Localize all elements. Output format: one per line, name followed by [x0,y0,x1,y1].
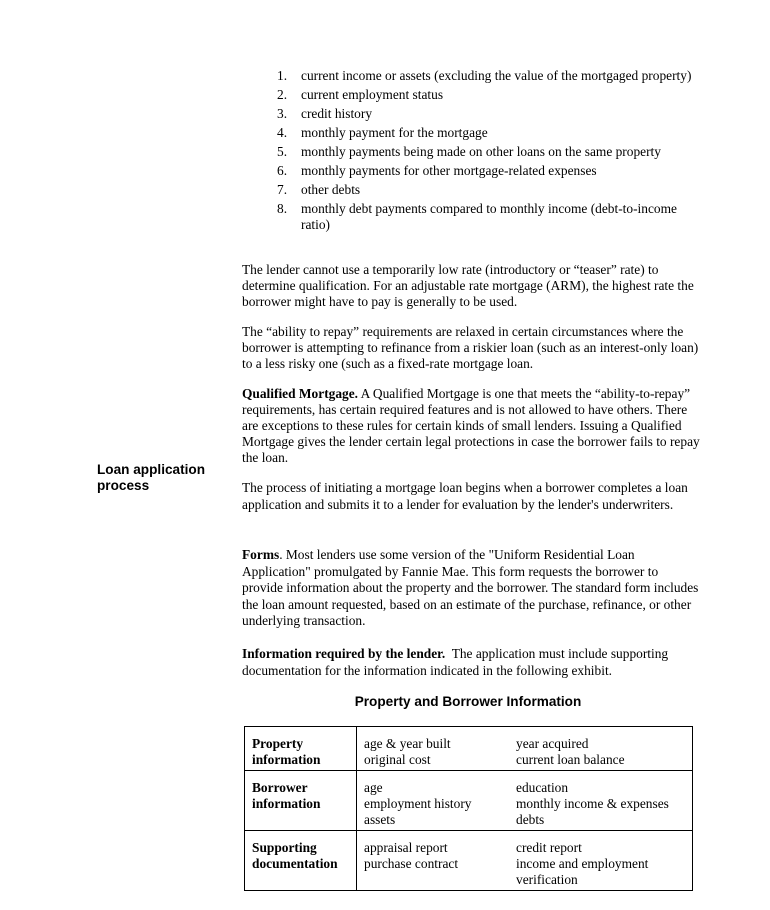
table-cell [357,831,510,891]
cell-line: Borrower [252,780,308,795]
table-row [245,727,693,771]
list-text: credit history [301,106,373,121]
cell-line: appraisal report [364,840,448,855]
list-text: monthly debt payments compared to monthly income (debt-to-income ratio) [301,201,677,232]
heading-line: Loan application [97,462,205,477]
cell-line: year acquired [516,736,589,751]
forms-paragraph [242,547,702,630]
table-cell [357,771,510,831]
list-number: 7. [277,182,288,197]
cell-line: Property [252,736,304,751]
ability-to-repay-criteria-list [277,68,707,236]
list-number: 3. [277,106,288,121]
qualified-mortgage-body: A Qualified Mortgage is one that meets the “ability-to-repay” requirements, has certain required features and is not allowed to have others. There are exceptions to these rules for certain kinds of small lenders. Issuing a Qualified Mortgage gives the lender certain legal protections in case the borrower fails to repay the loan. [242,386,700,465]
row-header-borrower [245,771,357,831]
heading-line: process [97,478,150,493]
list-number: 8. [277,201,288,216]
list-number: 5. [277,144,288,159]
cell-line: income and employment [516,856,649,871]
qualified-mortgage-lead: Qualified Mortgage. [242,386,359,401]
cell-line: age [364,780,383,795]
exhibit-title: Property and Borrower Information [354,694,582,709]
row-header-supporting-documentation [245,831,357,891]
info-required-paragraph [242,645,702,679]
cell-line: age & year built [364,736,451,751]
list-text: monthly payment for the mortgage [301,125,488,140]
cell-line: information [252,796,321,811]
list-number: 4. [277,125,288,140]
forms-lead: Forms [242,547,280,562]
list-item [277,201,707,233]
info-required-body: The application must include supporting documentation for the information indicated in the following exhibit. [242,646,672,678]
cell-line: verification [516,872,578,887]
list-item [277,144,707,160]
list-text: monthly payments for other mortgage-related expenses [301,163,597,178]
qualified-mortgage-paragraph [242,386,702,466]
list-item [277,106,707,122]
list-number: 1. [277,68,288,83]
cell-line: monthly income & expenses [516,796,669,811]
table-cell [357,727,510,771]
list-number: 2. [277,87,288,102]
cell-line: current loan balance [516,752,625,767]
table-cell [509,727,693,771]
cell-line: debts [516,812,545,827]
cell-line: education [516,780,569,795]
list-item [277,68,707,84]
list-text: current employment status [301,87,444,102]
list-text: current income or assets (excluding the value of the mortgaged property) [301,68,692,83]
table-cell [509,831,693,891]
table-row [245,771,693,831]
teaser-rate-paragraph: The lender cannot use a temporarily low rate (introductory or “teaser” rate) to determine qualification. For an adjustable rate mortgage (ARM), the highest rate the borrower might have to pay is generally to be used. [242,262,694,309]
cell-line: assets [364,812,396,827]
list-item [277,125,707,141]
cell-line: employment history [364,796,472,811]
relaxed-requirements-paragraph: The “ability to repay” requirements are relaxed in certain circumstances where the borrower is attempting to refinance from a riskier loan (such as an interest-only loan) to a less risky one (such as a fixed-rate mortgage loan. [242,324,699,371]
row-header-property [245,727,357,771]
list-item [277,163,707,179]
list-item [277,87,707,103]
table-row [245,831,693,891]
table-cell [509,771,693,831]
list-text: monthly payments being made on other loans on the same property [301,144,661,159]
list-text: other debts [301,182,361,197]
cell-line: credit report [516,840,582,855]
cell-line: Supporting [252,840,317,855]
process-paragraph: The process of initiating a mortgage loan begins when a borrower completes a loan application and submits it to a lender for evaluation by the lender's underwriters. [242,480,688,512]
cell-line: information [252,752,321,767]
forms-body: . Most lenders use some version of the "Uniform Residential Loan Application" promulgated by Fannie Mae. This form requests the borrower to provide information about the property and the borrower. The standard form includes the loan amount requested, based on an estimate of the purchase, refinance, or other underlying transaction. [242,547,699,629]
cell-line: original cost [364,752,431,767]
property-borrower-info-table [244,726,693,891]
section-heading-loan-application-process [97,462,227,494]
list-item [277,182,707,198]
cell-line: purchase contract [364,856,459,871]
info-required-lead: Information required by the lender. [242,646,446,661]
list-number: 6. [277,163,288,178]
cell-line: documentation [252,856,338,871]
